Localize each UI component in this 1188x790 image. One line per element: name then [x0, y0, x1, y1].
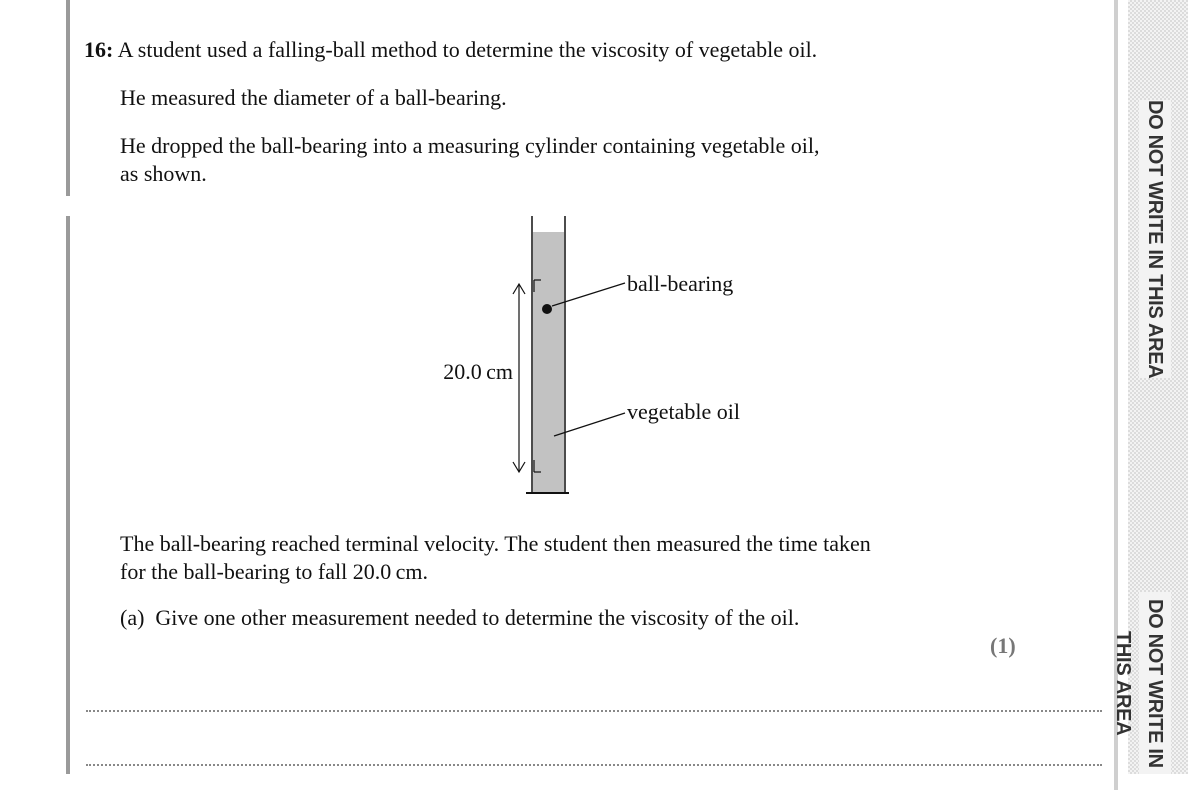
- ball-bearing: [542, 304, 552, 314]
- vegetable-oil-label: vegetable oil: [627, 399, 741, 424]
- part-a-question: [120, 604, 799, 632]
- question-paragraph: The ball-bearing reached terminal velocity. The student then measured the time taken: [120, 531, 871, 556]
- vegetable-oil-fill: [533, 232, 564, 492]
- left-margin-bar: [66, 216, 70, 774]
- question-number: 16:: [84, 37, 114, 62]
- margin-warning-text: DO NOT WRITE IN THIS AREA: [1139, 100, 1171, 378]
- question-paragraph: He measured the diameter of a ball-bearing.: [120, 85, 507, 110]
- distance-label: 20.0 cm: [443, 359, 513, 384]
- question-paragraph: He dropped the ball-bearing into a measuring cylinder containing vegetable oil,: [120, 133, 820, 158]
- part-a-text: Give one other measurement needed to determine the viscosity of the oil.: [155, 605, 800, 630]
- cylinder-diagram: [420, 210, 780, 505]
- part-a-label: (a): [120, 605, 145, 630]
- ball-bearing-label: ball-bearing: [627, 271, 734, 296]
- question-intro-text: A student used a falling-ball method to determine the viscosity of vegetable oil.: [117, 37, 818, 62]
- marks-indicator: (1): [990, 633, 1016, 658]
- margin-warning-text: DO NOT WRITE IN THIS AREA: [1139, 592, 1171, 774]
- left-margin-bar: [66, 0, 70, 196]
- question-paragraph: for the ball-bearing to fall 20.0 cm.: [120, 559, 429, 584]
- question-paragraph: as shown.: [120, 161, 207, 186]
- answer-line[interactable]: [86, 764, 1102, 766]
- answer-line[interactable]: [86, 710, 1102, 712]
- question-intro: [84, 36, 817, 64]
